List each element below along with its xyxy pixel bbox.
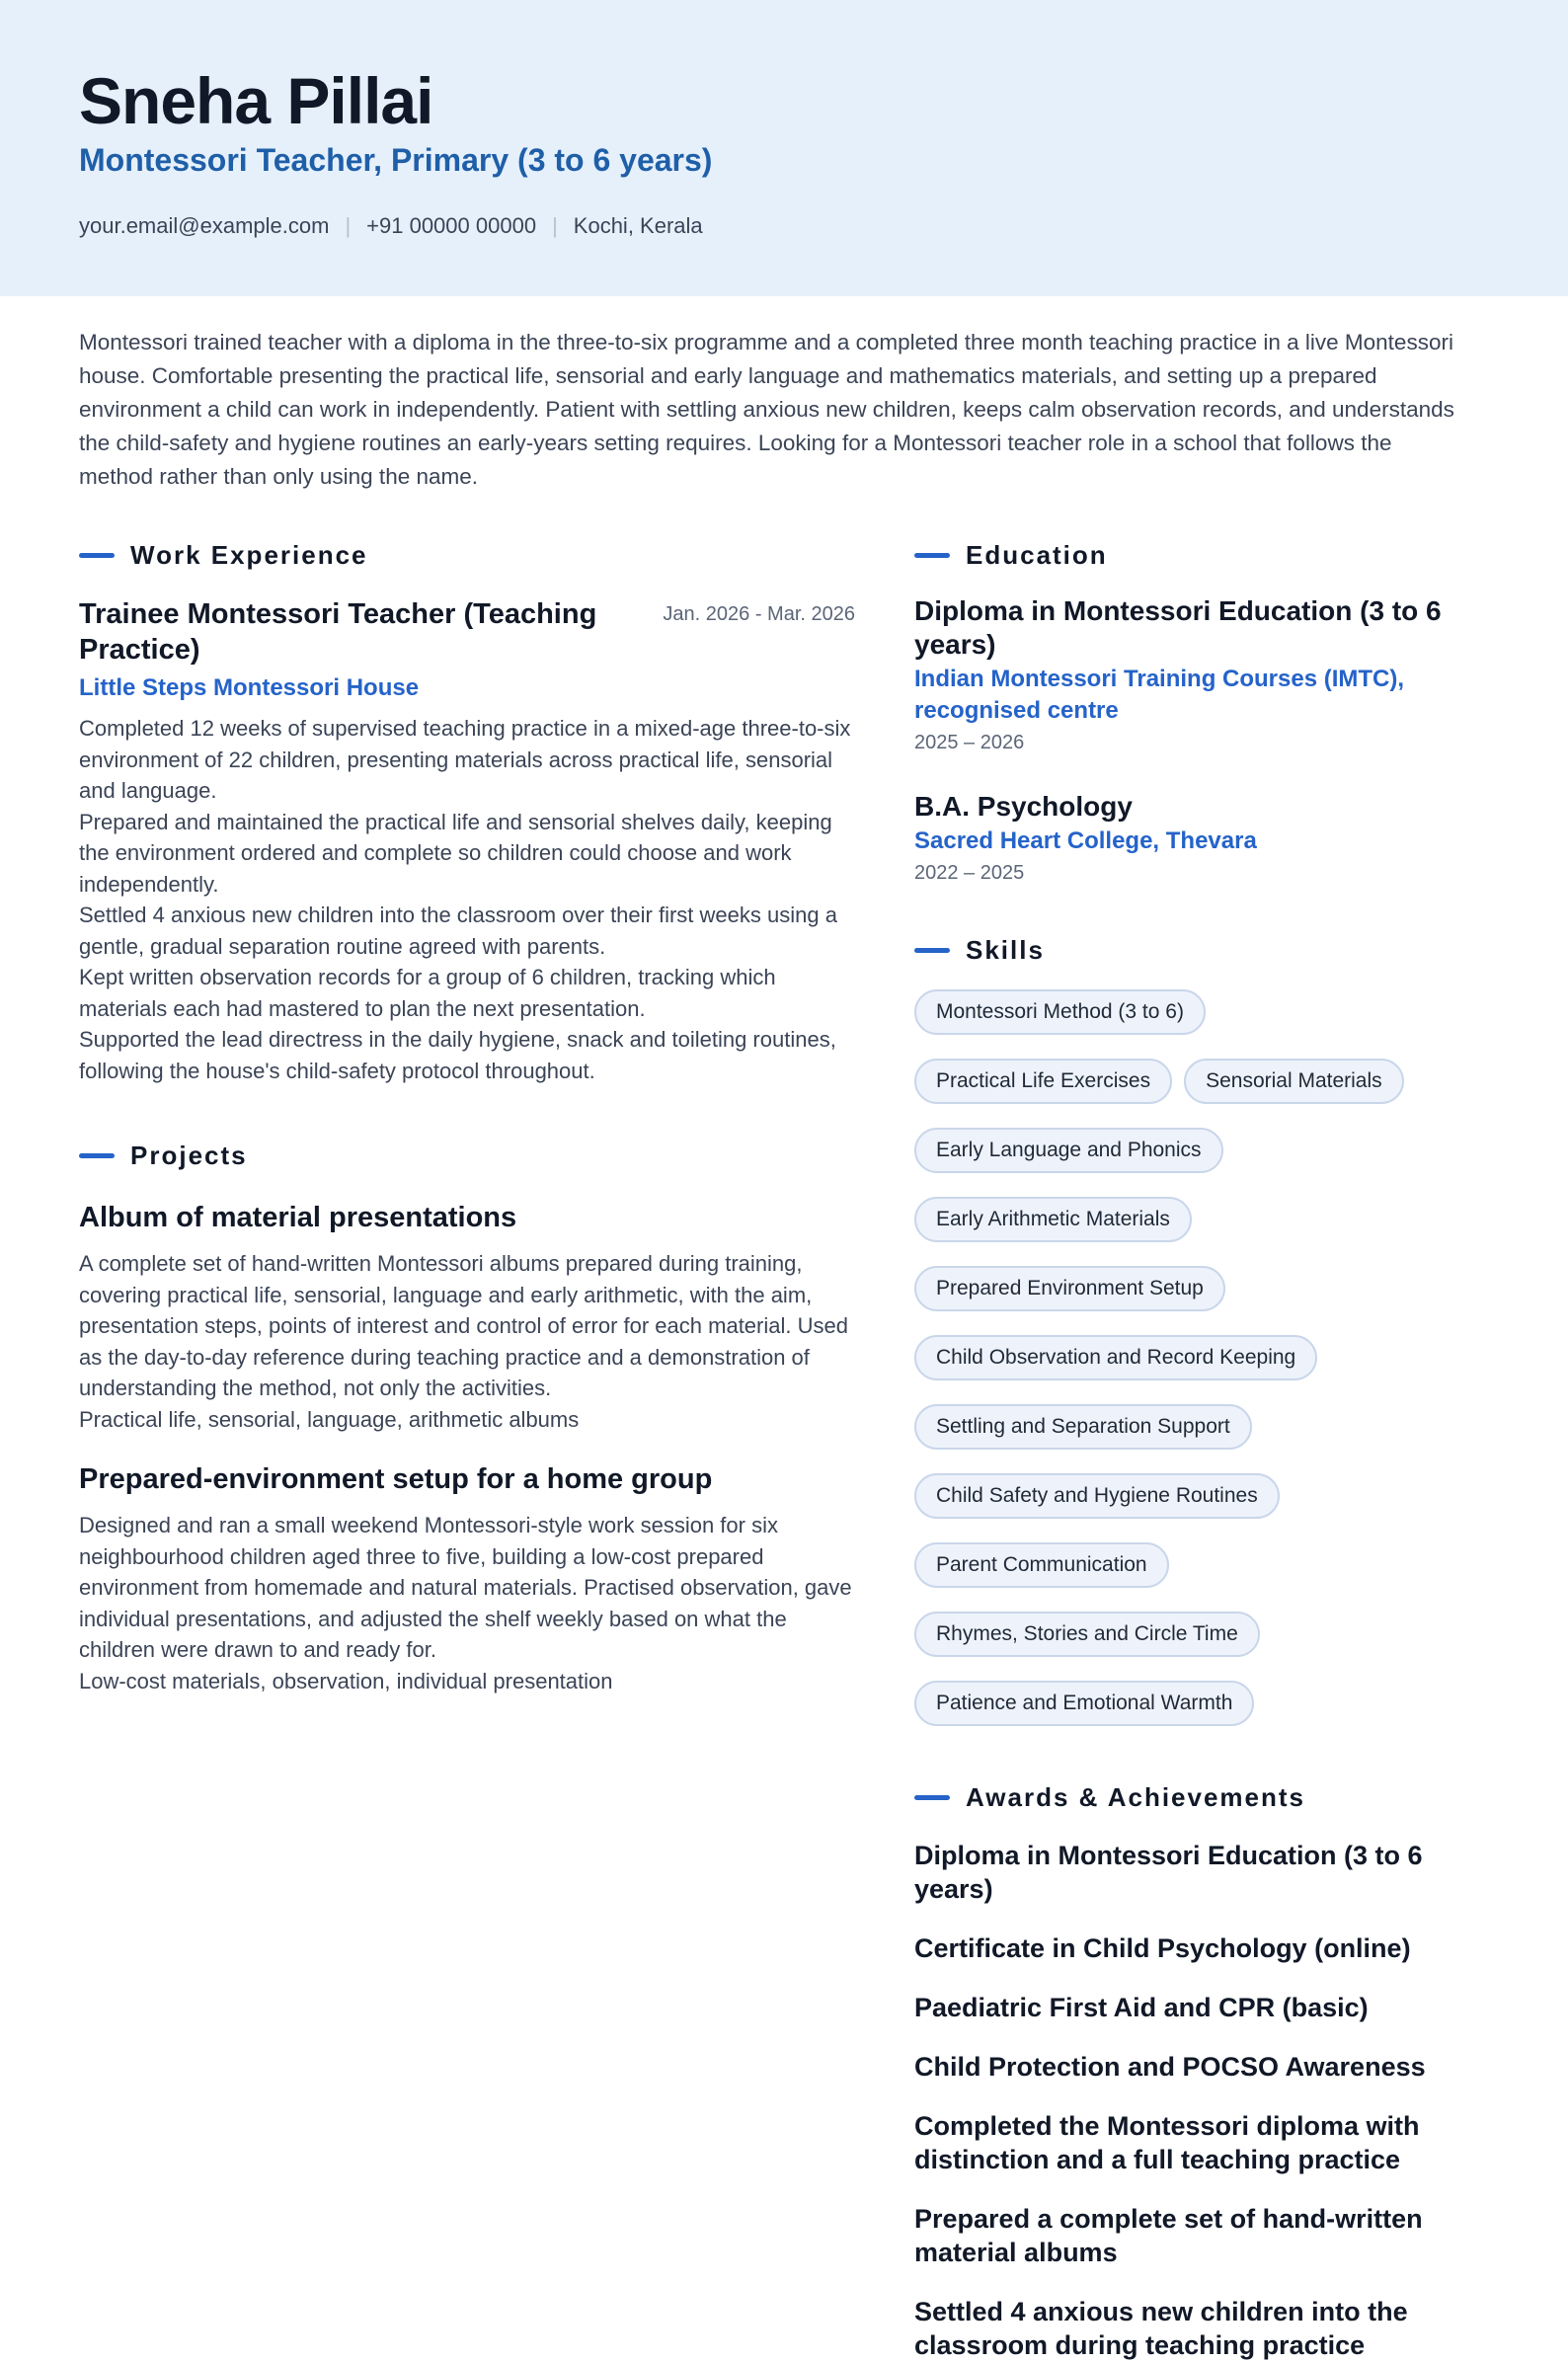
job-dates: Jan. 2026 - Mar. 2026: [663, 603, 855, 625]
header-banner: [0, 0, 1568, 296]
skill-chip: Patience and Emotional Warmth: [914, 1681, 1254, 1726]
awards-list: [914, 1839, 1507, 2362]
education-school: Indian Montessori Training Courses (IMTC), recognised centre: [914, 666, 1405, 724]
job-title: Trainee Montessori Teacher (Teaching Practice): [79, 598, 597, 666]
award-item: Certificate in Child Psychology (online): [914, 1933, 1411, 1963]
award-item: Diploma in Montessori Education (3 to 6 years): [914, 1841, 1423, 1904]
section-accent-bar: [914, 948, 950, 953]
contact-line: [79, 211, 703, 241]
job-bullet: Prepared and maintained the practical life and sensorial shelves daily, keeping the environment ordered and complete so children could choose and work independently.: [79, 809, 832, 897]
project-description: [79, 1510, 855, 1696]
skill-chip: Early Arithmetic Materials: [914, 1197, 1192, 1242]
section-header-projects: [79, 1138, 855, 1173]
project-desc-text: Designed and ran a small weekend Montessori-style work session for six neighbourhood children aged three to five, building a low-cost prepared environment from homemade and natural materials. Practised observation, gave individual presentations, and adjusted the shelf weekly based on what the children were drawn to and ready for.: [79, 1513, 852, 1662]
education-entry: [914, 790, 1507, 887]
section-header-awards: [914, 1779, 1507, 1815]
skill-chip: Settling and Separation Support: [914, 1404, 1252, 1450]
award-item: Prepared a complete set of hand-written material albums: [914, 2204, 1423, 2267]
award-item: Child Protection and POCSO Awareness: [914, 2052, 1426, 2082]
section-accent-bar: [914, 553, 950, 558]
skill-chip: Montessori Method (3 to 6): [914, 989, 1206, 1035]
job-bullet: Supported the lead directress in the daily hygiene, snack and toileting routines, following the house's child-safety protocol throughout.: [79, 1027, 836, 1083]
contact-phone[interactable]: +91 00000 00000: [366, 213, 537, 238]
right-column: [914, 537, 1507, 2362]
profile-summary: Montessori trained teacher with a diploma in the three-to-six programme and a completed three month teaching practice in a live Montessori house. Comfortable presenting the practical life, sensorial and early language and mathematics materials, and setting up a prepared environment a child can work in independently. Patient with settling anxious new children, keeps calm observation records, and understands the child-safety and hygiene routines an early-years setting requires. Looking for a Montessori teacher role in a school that follows the method rather than only using the name.: [79, 330, 1454, 489]
skills-list: [914, 989, 1467, 1726]
project-tags: Low-cost materials, observation, individual presentation: [79, 1668, 613, 1693]
project-entry: [79, 1199, 855, 1435]
left-column: [79, 537, 855, 1696]
job-organization: Little Steps Montessori House: [79, 674, 420, 701]
education-school: Sacred Heart College, Thevara: [914, 827, 1257, 854]
skill-chip: Early Language and Phonics: [914, 1128, 1223, 1173]
project-title: Album of material presentations: [79, 1202, 517, 1233]
contact-location: Kochi, Kerala: [573, 213, 703, 238]
education-years: 2022 – 2025: [914, 862, 1025, 884]
skill-chip: Parent Communication: [914, 1542, 1169, 1588]
section-accent-bar: [914, 1795, 950, 1800]
skill-chip: Practical Life Exercises: [914, 1059, 1172, 1104]
award-item: Completed the Montessori diploma with distinction and a full teaching practice: [914, 2111, 1420, 2174]
skill-chip: Sensorial Materials: [1184, 1059, 1404, 1104]
candidate-role: Montessori Teacher, Primary (3 to 6 years): [79, 142, 713, 178]
job-entry: [79, 596, 855, 1086]
education-years: 2025 – 2026: [914, 732, 1025, 753]
contact-email[interactable]: your.email@example.com: [79, 213, 330, 238]
contact-separator: |: [345, 213, 352, 238]
section-accent-bar: [79, 553, 115, 558]
project-entry: [79, 1460, 855, 1696]
section-header-skills: [914, 932, 1507, 968]
section-header-education: [914, 537, 1507, 573]
job-bullet: Settled 4 anxious new children into the classroom over their first weeks using a gentle, gradual separation routine agreed with parents.: [79, 903, 837, 959]
award-item: Paediatric First Aid and CPR (basic): [914, 1993, 1369, 2022]
section-accent-bar: [79, 1153, 115, 1158]
section-title: Education: [966, 539, 1108, 570]
section-title: Skills: [966, 934, 1045, 965]
contact-separator: |: [552, 213, 558, 238]
project-desc-text: A complete set of hand-written Montessori albums prepared during training, covering practical life, sensorial, language and early arithmetic, with the aim, presentation steps, points of interest and control of error for each material. Used as the day-to-day reference during teaching practice and a demonstration of understanding the method, not only the activities.: [79, 1251, 848, 1400]
education-title: Diploma in Montessori Education (3 to 6 years): [914, 595, 1442, 660]
skill-chip: Child Observation and Record Keeping: [914, 1335, 1317, 1380]
section-title: Projects: [130, 1140, 248, 1170]
section-header-work: [79, 537, 855, 573]
job-bullet: Completed 12 weeks of supervised teaching practice in a mixed-age three-to-six environment of 22 children, presenting materials across practical life, sensorial and language.: [79, 716, 851, 803]
award-item: Settled 4 anxious new children into the classroom during teaching practice: [914, 2297, 1408, 2360]
project-tags: Practical life, sensorial, language, arithmetic albums: [79, 1406, 580, 1432]
job-bullet: Kept written observation records for a group of 6 children, tracking which materials each had mastered to plan the next presentation.: [79, 965, 776, 1021]
skill-chip: Child Safety and Hygiene Routines: [914, 1473, 1280, 1519]
skill-chip: Prepared Environment Setup: [914, 1266, 1225, 1311]
education-entry: [914, 594, 1507, 756]
job-bullets: [79, 713, 855, 1086]
education-title: B.A. Psychology: [914, 791, 1133, 822]
project-description: [79, 1248, 855, 1435]
project-title: Prepared-environment setup for a home group: [79, 1463, 713, 1495]
candidate-name: Sneha Pillai: [79, 64, 433, 137]
section-title: Work Experience: [130, 539, 368, 570]
skill-chip: Rhymes, Stories and Circle Time: [914, 1612, 1260, 1657]
section-title: Awards & Achievements: [966, 1781, 1306, 1812]
